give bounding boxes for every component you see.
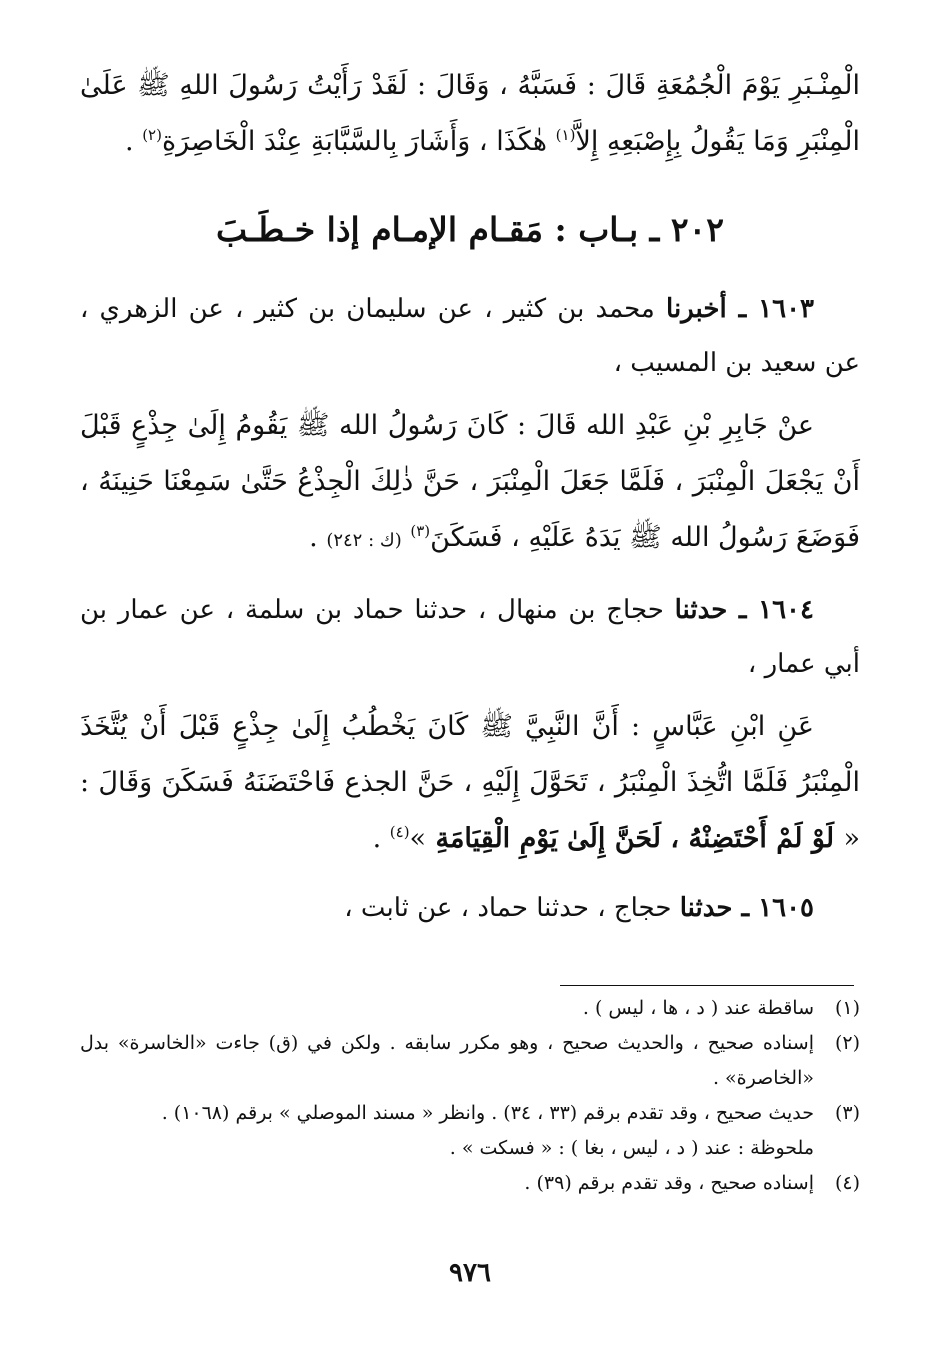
footnote-number: (١) — [834, 997, 860, 1019]
matn-text: عَنِ ابْنِ عَبَّاسٍ : أَنَّ النَّبِيَّ ﷺ كَانَ يَخْطُبُ إِلَىٰ جِذْعٍ قَبْلَ أَنْ يُتَّخَذَ الْمِنْبَرُ فَلَمَّا اتُّخِذَ الْمِنْبَرُ ، تَحَوَّلَ إِلَيْهِ ، حَنَّ الجذع فَاحْتَضَنَهُ فَسَكَنَ وَقَالَ : « — [80, 711, 860, 854]
chapter-heading: ٢٠٢ ـ بـاب : مَقـام الإمـام إذا خـطَـبَ — [215, 210, 725, 249]
hadith-number: ١٦٠٥ ـ حدثنا — [679, 893, 814, 923]
footnotes — [80, 975, 860, 1201]
footnote-text: إسناده صحيح ، وقد تقدم برقم (٣٩) . — [524, 1172, 814, 1194]
paragraph-line: الْمِنْـبَرِ يَوْمَ الْجُمُعَةِ قَالَ : فَسَبَّهُ ، وَقَالَ : لَقَدْ رَأَيْتُ رَسُولَ اللهِ ﷺ عَلَىٰ الْمِنْبَرِ — [80, 70, 860, 157]
footnote-text: حديث صحيح ، وقد تقدم برقم (٣٣ ، ٣٤) . وانظر « مسند الموصلي » برقم (١٠٦٨) . — [161, 1102, 814, 1124]
page-body — [80, 58, 860, 943]
footnote-marker: (٣) — [410, 522, 431, 540]
footnote-number: (٢) — [834, 1032, 860, 1054]
footnote-remark: ملحوظة : عند ( د ، ليس ، بغا ) : « فسكت » . — [449, 1137, 814, 1159]
paragraph-end: . — [372, 823, 390, 854]
footnote-text: إسناده صحيح ، والحديث صحيح ، وهو مكرر سابقه . ولكن في (ق) جاءت «الخاسرة» بدل «الخاصرة» . — [80, 1032, 814, 1089]
hadith-number: ١٦٠٤ ـ حدثنا — [674, 595, 814, 625]
footnote-marker: (٤) — [389, 823, 410, 841]
hadith-number: ١٦٠٣ ـ أخبرنا — [666, 294, 815, 324]
continued-paragraph — [80, 58, 860, 170]
quote-close: » — [409, 823, 427, 854]
hadith-1603-text — [80, 398, 860, 569]
hadith-1604-chain — [80, 583, 860, 691]
isnad-text: حجاج ، حدثنا حماد ، عن ثابت ، — [344, 893, 680, 923]
matn-text: عنْ جَابِرِ بْنِ عَبْدِ الله قَالَ : كَانَ رَسُولُ الله ﷺ يَقُومُ إِلَىٰ جِذْعٍ قَبْلَ أَنْ يَجْعَلَ الْمِنْبَرَ ، فَلَمَّا جَعَلَ الْمِنْبَرَ ، حَنَّ ذٰلِكَ الْجِذْعُ حَتَّىٰ سَمِعْنَا حَنِينَهُ ، فَوَضَعَ رَسُولُ الله ﷺ يَدَهُ عَلَيْهِ ، فَسَكَنَ — [80, 410, 860, 553]
paragraph-line: وَمَا يَقُولُ بِإِصْبَعِهِ إِلاَّ — [575, 126, 789, 157]
footnote-marker: (١) — [555, 126, 576, 144]
isnad-text: محمد بن كثير ، عن سليمان بن كثير ، عن الزهري ، عن سعيد بن المسيب ، — [80, 294, 860, 378]
footnote-number: (٤) — [834, 1172, 860, 1194]
footnote-marker: (٢) — [142, 126, 162, 144]
hadith-1604-text — [80, 699, 860, 867]
footnote-item — [80, 1096, 860, 1131]
paragraph-end: . — [125, 126, 143, 157]
footnote-item — [80, 1026, 860, 1096]
page-number: ٩٧٦ — [449, 1258, 491, 1288]
hadith-1603-chain — [80, 282, 860, 390]
paragraph-end: . — [309, 522, 327, 553]
footnote-item — [80, 991, 860, 1026]
isnad-text: حجاج بن منهال ، حدثنا حماد بن سلمة ، عن عمار بن أبي عمار ، — [80, 595, 860, 679]
prophetic-quote: لَوْ لَمْ أَحْتَضِنْهُ ، لَحَنَّ إِلَىٰ يَوْمِ الْقِيَامَةِ — [426, 823, 844, 854]
hadith-1605-chain — [80, 881, 860, 935]
paragraph-line: هٰكَذَا ، وَأَشَارَ بِالسَّبَّابَةِ عِنْدَ الْخَاصِرَةِ — [161, 126, 548, 157]
footnote-number: (٣) — [834, 1102, 860, 1124]
footnote-item — [80, 1166, 860, 1201]
footnote-text: ساقطة عند ( د ، ها ، ليس ) . — [582, 997, 814, 1019]
cross-reference: (ك : ٢٤٢) — [326, 530, 402, 551]
